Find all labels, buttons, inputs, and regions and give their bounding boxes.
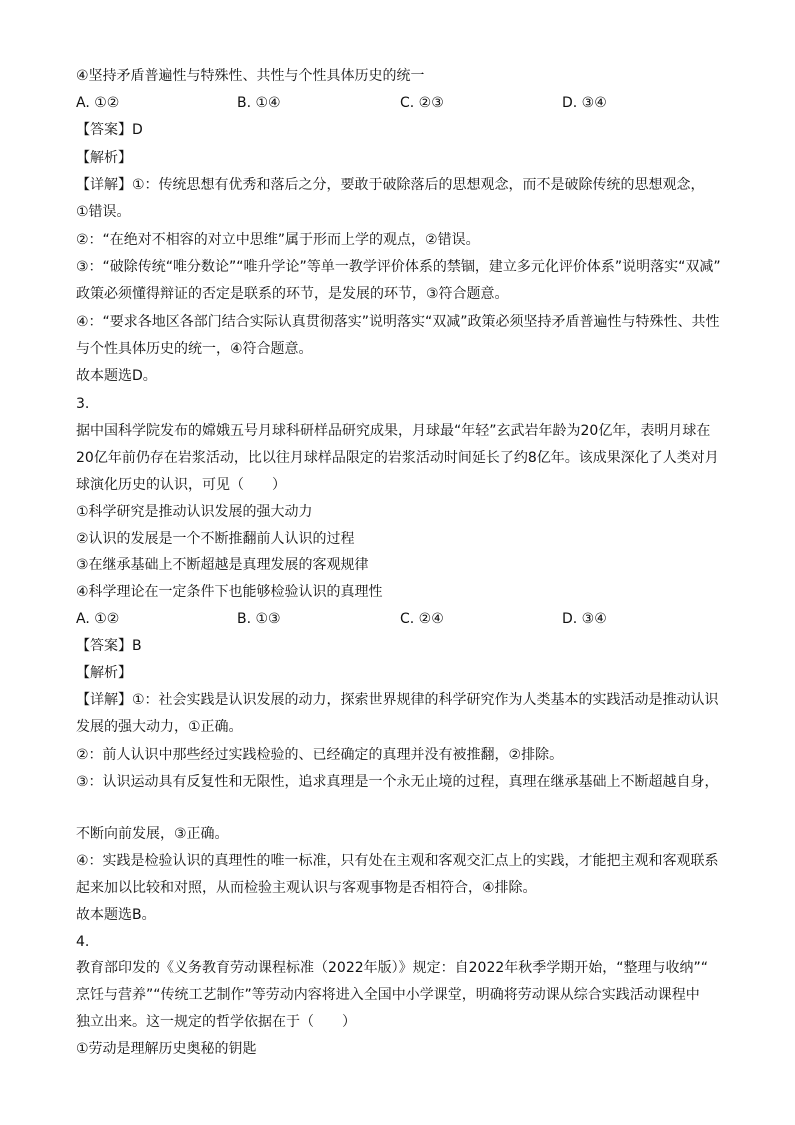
- q3-stem-line: 20亿年前仍存在岩浆活动，比以往月球样品限定的岩浆活动时间延长了约8亿年。该成果深化了人类对月: [76, 450, 719, 466]
- q3-option-c: C. ②④: [400, 611, 444, 627]
- q2-detail-line: ④：“要求各地区各部门结合实际认真贯彻落实”说明落实“双减”政策必须坚持矛盾普遍性与特殊性、共性: [76, 314, 720, 330]
- q2-item-4: ④坚持矛盾普遍性与特殊性、共性与个性具体历史的统一: [76, 68, 425, 84]
- q3-detail-line: 不断向前发展，③正确。: [76, 826, 229, 842]
- q4-stem-line: 独立出来。这一规定的哲学依据在于（ ）: [76, 1014, 356, 1030]
- q3-detail-line: 故本题选B。: [76, 907, 156, 923]
- q2-detail-line: 故本题选D。: [76, 368, 157, 384]
- q3-number: 3.: [76, 396, 90, 412]
- q2-detail-line: ②：“在绝对不相容的对立中思维”属于形而上学的观点，②错误。: [76, 232, 480, 248]
- q2-option-a: A. ①②: [76, 95, 120, 111]
- q2-detail-line: 政策必须懂得辩证的否定是联系的环节，是发展的环节，③符合题意。: [76, 286, 509, 302]
- q4-stem-line: 教育部印发的《义务教育劳动课程标准（2022年版）》规定：自2022年秋季学期开始，“整理与收纳”“: [76, 960, 709, 976]
- q4-stem-line: 烹饪与营养”“传统工艺制作”等劳动内容将进入全国中小学课堂，明确将劳动课从综合实践活动课程中: [76, 987, 700, 1003]
- q2-analysis-label: 【解析】: [76, 150, 132, 166]
- q2-detail-line: ①错误。: [76, 204, 131, 220]
- q3-item-1: ①科学研究是推动认识发展的强大动力: [76, 504, 313, 520]
- q3-item-2: ②认识的发展是一个不断推翻前人认识的过程: [76, 531, 355, 547]
- q3-option-d: D. ③④: [562, 611, 607, 627]
- q2-detail-line: 【详解】①：传统思想有优秀和落后之分，要敢于破除落后的思想观念，而不是破除传统的思想观念，: [76, 177, 705, 193]
- q3-analysis-label: 【解析】: [76, 665, 132, 681]
- q3-answer: 【答案】B: [76, 638, 142, 654]
- q3-stem-line: 球演化历史的认识，可见（ ）: [76, 477, 286, 493]
- q2-option-b: B. ①④: [237, 95, 281, 111]
- q3-detail-line: ②：前人认识中那些经过实践检验的、已经确定的真理并没有被推翻，②排除。: [76, 747, 564, 763]
- q2-option-d: D. ③④: [562, 95, 607, 111]
- q3-detail-line: ③：认识运动具有反复性和无限性，追求真理是一个永无止境的过程，真理在继承基础上不断超越自身，: [76, 774, 719, 790]
- q3-option-b: B. ①③: [237, 611, 281, 627]
- q4-number: 4.: [76, 934, 90, 950]
- q3-option-a: A. ①②: [76, 611, 120, 627]
- q3-detail-line: 起来加以比较和对照，从而检验主观认识与客观事物是否相符合，④排除。: [76, 880, 537, 896]
- q2-answer: 【答案】D: [76, 122, 143, 138]
- q4-item-1: ①劳动是理解历史奥秘的钥匙: [76, 1041, 257, 1057]
- q2-option-c: C. ②③: [400, 95, 444, 111]
- q3-item-4: ④科学理论在一定条件下也能够检验认识的真理性: [76, 584, 383, 600]
- q2-detail-line: ③：“破除传统“唯分数论”“唯升学论”等单一教学评价体系的禁锢，建立多元化评价体系”说明落实“双减”: [76, 259, 721, 275]
- q3-detail-line: 【详解】①：社会实践是认识发展的动力，探索世界规律的科学研究作为人类基本的实践活动是推动认识: [76, 692, 719, 708]
- q3-detail-line: 发展的强大动力，①正确。: [76, 719, 243, 735]
- q2-detail-line: 与个性具体历史的统一，④符合题意。: [76, 341, 313, 357]
- q3-item-3: ③在继承基础上不断超越是真理发展的客观规律: [76, 557, 369, 573]
- q3-stem-line: 据中国科学院发布的嫦娥五号月球科研样品研究成果，月球最“年轻”玄武岩年龄为20亿年，表明月球在: [76, 423, 711, 439]
- q3-detail-line: ④：实践是检验认识的真理性的唯一标准，只有处在主观和客观交汇点上的实践，才能把主观和客观联系: [76, 853, 719, 869]
